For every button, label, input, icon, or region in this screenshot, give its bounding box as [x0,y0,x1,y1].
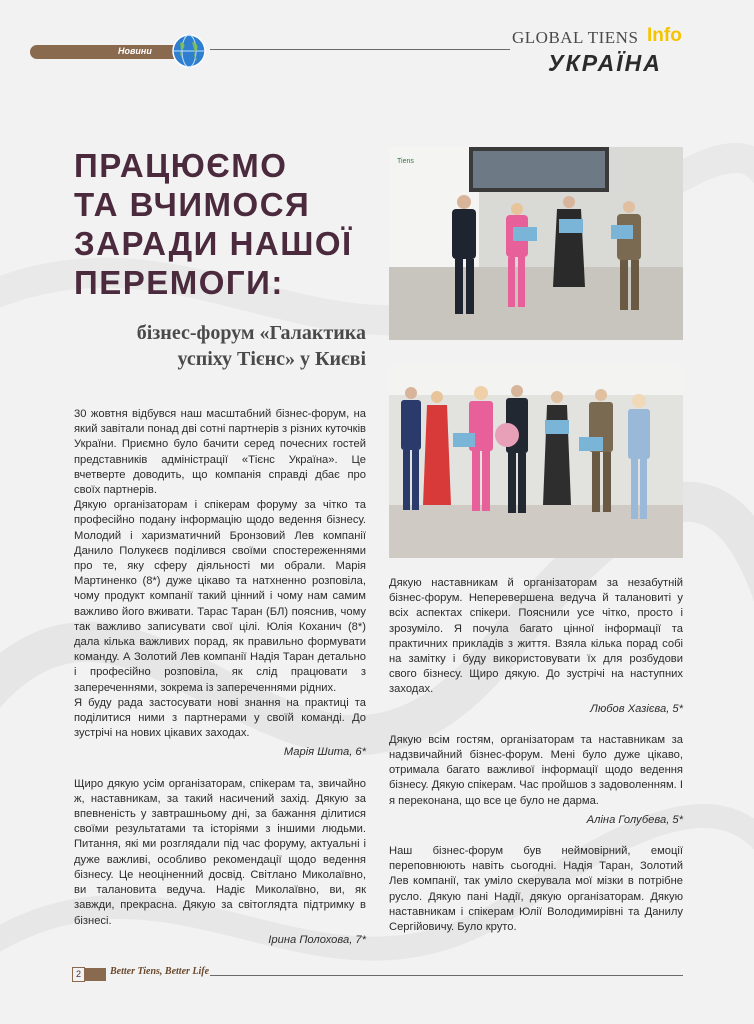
article-title [74,146,374,302]
author-signature: Ірина Полохова, 7* [268,933,366,946]
banner-text: Tiens [397,158,414,165]
brand-logo [512,24,687,84]
subtitle-line: успіху Тієнс» у Києві [177,348,366,370]
event-photo-group [389,365,683,558]
author-signature: Любов Хазієва, 5* [590,702,683,715]
title-line: ПРАЦЮЄМО [74,147,288,184]
certificate [453,433,475,447]
paragraph: Дякую організаторам і спікерам форуму за чітко та професійно подану інформацію щодо ведення бізнесу. Молодий і харизматичний Бронзовий Лев компанії Данило Полукеєв поділився своїми спостереженнями про те, яку сферу діяльності ми обрали. Марія Мартиненко (8*) дуже цікаво та натхненно розповіла, чому продукт компанії такий цінний і чому нам самим важливо його вживати. Тарас Таран (БЛ) пояснив, чому так важливо записувати свої цілі. Юлія Коханич (8*) дала кілька важливих порад, як правильно формувати команду. А Золотий Лев компанії Надія Таран детально і професійно розповіла, як слід працювати з запереченнями, зокрема із запереченнями рідних. [74,499,366,694]
certificate [579,437,603,451]
title-line: ПЕРЕМОГИ: [74,264,284,301]
brand-global-text: GLOBAL TIENS [512,28,639,47]
author-signature: Аліна Голубева, 5* [586,813,683,826]
paragraph: Наш бізнес-форум був неймовірний, емоції переповнюють навіть сьогодні. Надія Таран, Золотий Лев компанії, так уміло скерувала мої мізки в потрібне русло. Дякую пані Надії, дякую організаторам. Дякую наставникам і спікерам Юлії Володимирівні та Данилу Сергійовичу. Було круто. [389,845,683,934]
article-subtitle [120,320,366,372]
brand-info-text: Info [647,25,682,46]
footer-accent [84,968,106,981]
paragraph: Щиро дякую усім організаторам, спікерам та, звичайно ж, наставникам, за такий насичений захід. Дякую за впевненість у завтрашньому дні, за бажання ділитися своїми результатами та історіями з іншими людьми. Питання, які ми розглядали під час форуму, актуальні і дуже важливі, особливо рекомендації щодо ведення бізнесу. Це неоціненний досвід. Світлано Миколаївно, ви талановита ведуча. Надіє Миколаївно, ви, як завжди, прекрасна. Дякую за світоглядта підтримку в бізнесі. [74,777,366,927]
right-text-column [389,576,683,935]
person-figure [423,391,451,505]
certificate [545,420,569,434]
person-figure [543,391,571,505]
globe-icon [172,34,206,68]
person-figure [553,196,585,287]
header-rule [210,49,510,50]
brand-country-text: УКРАЇНА [548,50,662,76]
section-label: Новини [118,46,152,56]
left-text-column [74,407,366,948]
section-tab [30,45,180,59]
footer-slogan: Better Tiens, Better Life [110,966,210,977]
subtitle-line: бізнес-форум «Галактика [136,322,366,344]
paragraph: Дякую всім гостям, організаторам та наставникам за надзвичайний бізнес-форум. Мені було дуже цікаво, отримала багато важливої інформації щодо ведення бізнесу. Дякую спікерам. Час пройшов з задоволенням. І я переконана, що все це було не дарма. [389,733,683,807]
event-photo-stage [389,147,683,340]
paragraph: Я буду рада застосувати нові знання на практиці та поділитися ними з партнерами у своїй команді. До зустрічі на нових цікавих заходах. [74,696,366,740]
title-line: ТА ВЧИМОСЯ [74,186,311,223]
paragraph: Дякую наставникам й організаторам за незабутній бізнес-форум. Неперевершена ведуча й талановиті у всіх аспектах спікери. Пояснили усе чітко, просто і зрозуміло. Я почула багато цінної інформації та практичних прикладів з життя. Взяла кілька порад собі на замітку і буду використовувати їх для розбудови свого бізнесу. Щиро дякую. До зустрічі на наступних заходах. [389,577,683,696]
title-line: ЗАРАДИ НАШОЇ [74,225,353,262]
paragraph: 30 жовтня відбувся наш масштабний бізнес-форум, на який завітали понад дві сотні партнерів з різних куточків України. Приємно було бачити серед почесних гостей представників адміністрації «Тієнс Україна». Це вчетверте доводить, що компанія справді дбає про своїх партнерів. [74,408,366,497]
footer-rule [210,975,683,976]
page-number: 2 [72,967,85,982]
author-signature: Марія Шита, 6* [283,746,366,759]
